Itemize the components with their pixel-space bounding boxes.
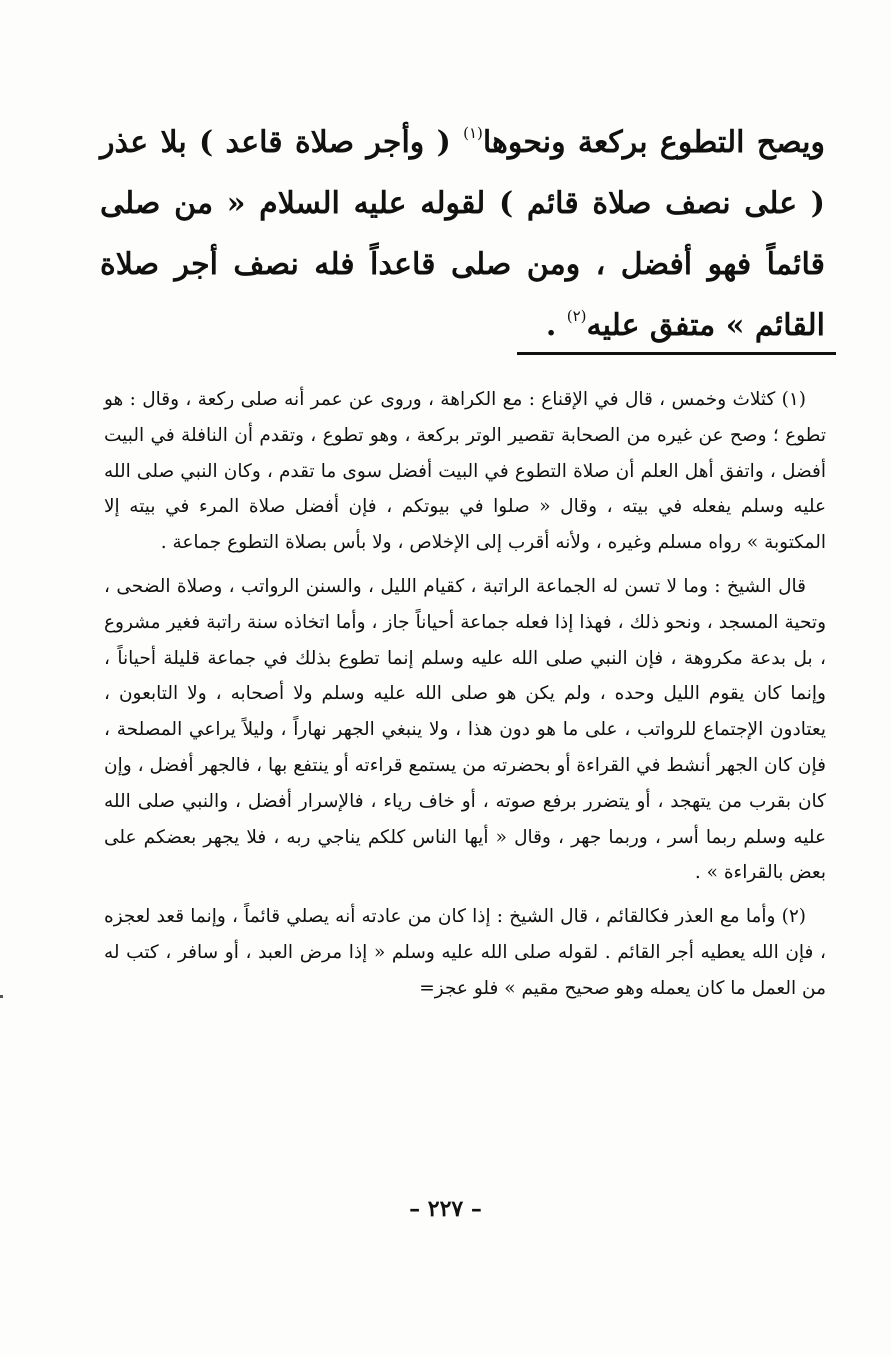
- main-paragraph: [100, 112, 825, 356]
- footnotes-block: [104, 382, 826, 1015]
- main-text-body: ( وأجر صلاة قاعد ) بلا عذر ( على نصف صلاة قائم ) لقوله عليه السلام « من صلى قائماً فهو أفضل ، ومن صلى قاعداً فله نصف أجر صلاة القائم » متفق عليه: [100, 125, 825, 343]
- footnote-1: (١) كثلاث وخمس ، قال في الإقناع : مع الكراهة ، وروى عن عمر أنه صلى ركعة ، وقال : هو تطوع ؛ وصح عن غيره من الصحابة تقصير الوتر بركعة ، وهو تطوع ، وتقدم أن النافلة في البيت أفضل ، واتفق أهل العلم أن صلاة التطوع في البيت أفضل سوى ما تقدم ، وكان النبي صلى الله عليه وسلم يفعله في بيته ، وقال « صلوا في بيوتكم ، فإن أفضل صلاة المرء في بيته إلا المكتوبة » رواه مسلم وغيره ، ولأنه أقرب إلى الإخلاص ، ولا بأس بصلاة التطوع جماعة .: [104, 389, 826, 554]
- main-text-start: ويصح التطوع بركعة ونحوها: [482, 125, 825, 160]
- page-number: – ٢٢٧ –: [409, 1196, 482, 1222]
- footnote-ref-1: (١): [463, 124, 483, 142]
- footnote-ref-2: (٢): [566, 307, 587, 325]
- footnote-2: (٢) وأما مع العذر فكالقائم ، قال الشيخ : إذا كان من عادته أنه يصلي قائماً ، وإنما قعد لعجزه ، فإن الله يعطيه أجر القائم . لقوله صلى الله عليه وسلم « إذا مرض العبد ، أو سافر ، كتب له من العمل ما كان يعمله وهو صحيح مقيم » فلو عجز=: [104, 906, 826, 999]
- margin-mark: [0, 995, 3, 998]
- footnote-1-continuation: قال الشيخ : وما لا تسن له الجماعة الراتبة ، كقيام الليل ، والسنن الرواتب ، وصلاة الضحى ، وتحية المسجد ، ونحو ذلك ، فهذا إذا فعله جماعة أحياناً جاز ، وأما اتخاذه سنة راتبة فغير مشروع ، بل بدعة مكروهة ، فإن النبي صلى الله عليه وسلم إنما تطوع بذلك في جماعة قليلة أحياناً ، وإنما كان يقوم الليل وحده ، ولم يكن هو صلى الله عليه وسلم ولا أصحابه ، ولا التابعون ، يعتادون الإجتماع للرواتب ، على ما هو دون هذا ، ولا ينبغي الجهر نهاراً ، وليلاً يراعي المصلحة ، فإن كان الجهر أنشط في القراءة أو بحضرته من يستمع قراءته أو ينتفع بها ، فالجهر أفضل ، وإن كان بقرب من يتهجد ، أو يتضرر برفع صوته ، أو خاف رياء ، فالإسرار أفضل ، والنبي صلى الله عليه وسلم ربما أسر ، وربما جهر ، وقال « أيها الناس كلكم يناجي ربه ، فلا يجهر بعضكم على بعض بالقراءة » .: [104, 575, 826, 884]
- main-text-block: [100, 112, 825, 356]
- main-text-end: .: [545, 308, 567, 343]
- footnote-separator: [517, 352, 836, 355]
